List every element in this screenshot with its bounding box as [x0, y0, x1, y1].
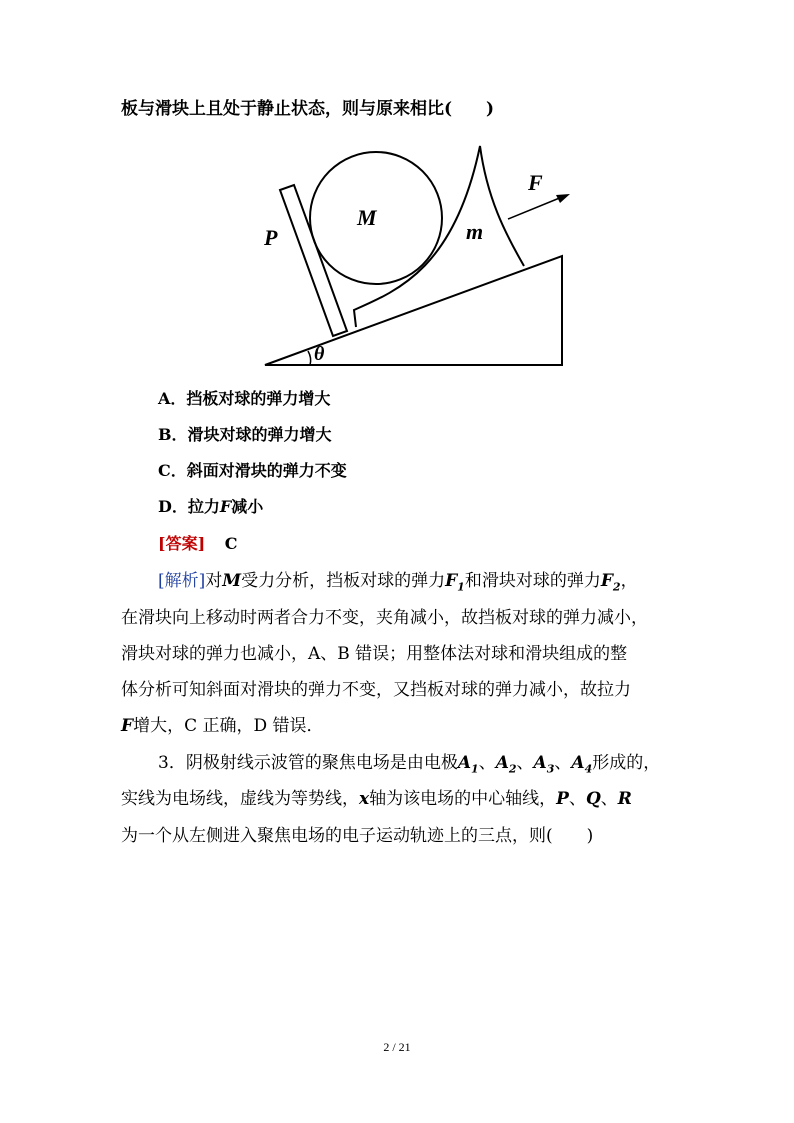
q3-sep: 、 — [600, 789, 618, 809]
force-arrow-line — [508, 197, 562, 219]
var-F: F — [121, 716, 134, 736]
option-c: C．斜面对滑块的弹力不变 — [158, 461, 347, 480]
label-P: P — [264, 225, 278, 250]
q3-text: 实线为电场线，虚线为等势线， — [121, 789, 359, 809]
q3-sep: 、 — [516, 753, 534, 773]
analysis-line-1 — [158, 569, 638, 599]
q3-text: 3．阴极射线示波管的聚焦电场是由电极 — [158, 753, 458, 773]
var-F1: $F_1$ — [445, 571, 465, 594]
label-m: m — [466, 219, 484, 244]
answer-line — [158, 533, 237, 555]
option-d-prefix: D．拉力 — [158, 497, 220, 516]
analysis-text: 对 — [205, 571, 223, 591]
question-3-line-2 — [121, 787, 632, 811]
analysis-line-3: 滑块对球的弹力也减小，A、B 错误；用整体法对球和滑块组成的整 — [121, 644, 628, 664]
question-3-line-3: 为一个从左侧进入聚焦电场的电子运动轨迹上的三点，则( ) — [121, 826, 594, 846]
label-F: F — [528, 170, 543, 195]
page-number: 2 / 21 — [383, 1040, 411, 1054]
q3-sep: 、 — [478, 753, 496, 773]
var-A4: $A_4$ — [571, 753, 593, 776]
label-M: M — [357, 205, 377, 230]
analysis-line-2: 在滑块向上移动时两者合力不变，夹角减小，故挡板对球的弹力减小， — [121, 608, 648, 628]
var-M: M — [222, 571, 242, 591]
option-b: B．滑块对球的弹力增大 — [158, 425, 332, 444]
analysis-line-5 — [121, 714, 324, 738]
question-2-stem-tail: 板与滑块上且处于静止状态，则与原来相比( ) — [121, 99, 495, 119]
answer-tag: [答案] — [158, 534, 206, 553]
answer-value: C — [224, 534, 238, 553]
analysis-tag: [解析] — [158, 571, 206, 591]
var-A1: $A_1$ — [457, 753, 479, 776]
var-A2: $A_2$ — [495, 753, 517, 776]
label-theta: θ — [314, 343, 325, 365]
analysis-text: 和滑块对球的弹力 — [464, 571, 601, 591]
q3-text: 形成的， — [592, 753, 661, 773]
force-arrow-head — [556, 194, 570, 203]
var-R: R — [617, 789, 632, 809]
q3-sep: 、 — [568, 789, 586, 809]
option-a: A．挡板对球的弹力增大 — [158, 389, 331, 408]
var-Q: Q — [585, 789, 601, 809]
analysis-text: ， — [620, 571, 638, 591]
analysis-line-4: 体分析可知斜面对滑块的弹力不变，又挡板对球的弹力减小，故拉力 — [121, 680, 631, 700]
analysis-text: 受力分析，挡板对球的弹力 — [241, 571, 446, 591]
var-F2: $F_2$ — [600, 571, 621, 594]
q3-sep: 、 — [554, 753, 572, 773]
option-d — [158, 496, 263, 518]
var-A3: $A_3$ — [533, 753, 555, 776]
option-d-var: F — [219, 497, 232, 516]
q3-text: 轴为该电场的中心轴线， — [369, 789, 557, 809]
angle-arc — [308, 351, 311, 365]
analysis-text: 增大，C 正确，D 错误． — [133, 716, 324, 736]
option-d-suffix: 减小 — [231, 497, 264, 516]
var-x: x — [359, 789, 370, 809]
question-3-line-1 — [158, 751, 660, 781]
var-P: P — [556, 789, 569, 809]
baffle-plate — [280, 185, 347, 336]
physics-figure — [250, 138, 580, 370]
